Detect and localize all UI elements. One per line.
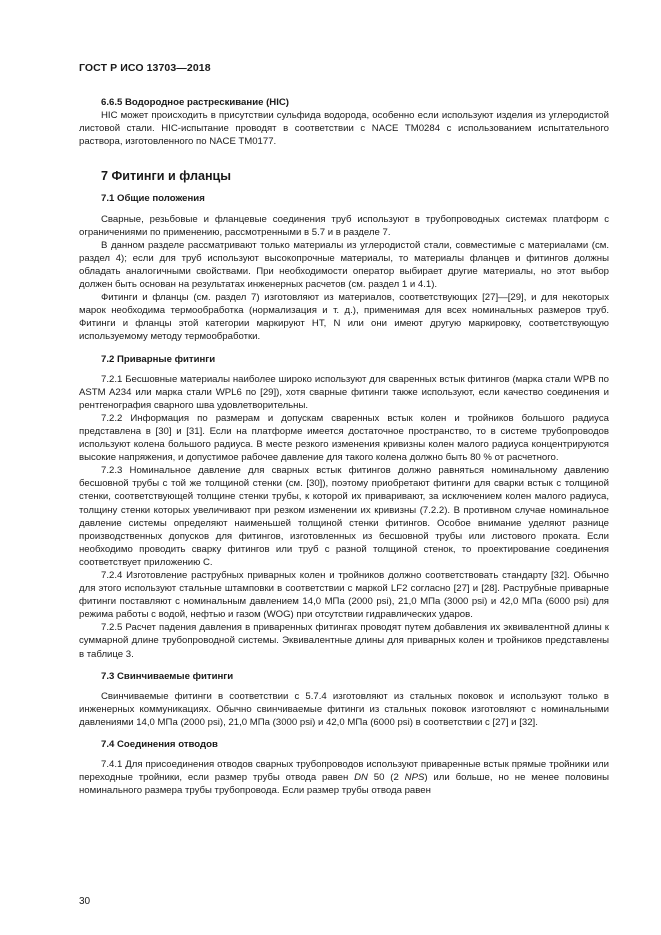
- section-7-2-2: 7.2.2 Информация по размерам и допускам сваренных встык колен и тройников большого радиуса представлена в [30] и [31]. Если на платформе имеется достаточное пространство, то в системе трубопроводов используют колена большого радиуса. В месте резкого изменения кривизны колен малого радиуса концентрируются высокие напряжения, и допустимое рабочее давление для такого колена должно быть 80 % от расчетного.: [79, 412, 609, 464]
- section-7-3-para-1: Свинчиваемые фитинги в соответствии с 5.7.4 изготовляют из стальных поковок и используют только в инженерных коммуникациях. Обычно свинчиваемые фитинги из стальных поковок изготовляют с номинальными давлениями 14,0 МПа (2000 psi), 21,0 МПа (3000 psi) и 42,0 МПа (6000 psi) в соответствии с [27] и [32].: [79, 690, 609, 728]
- section-7-2-title: 7.2 Приварные фитинги: [101, 353, 216, 365]
- section-7-3-title: 7.3 Свинчиваемые фитинги: [101, 670, 234, 682]
- section-7-4-1: [79, 758, 609, 797]
- section-7-1-para-2: В данном разделе рассматривают только материалы из углеродистой стали, совместимые с материалами (см. раздел 4); если для труб используют высокопрочные материалы, то материалы фланцев и фитингов должны обладать аналогичными свойствами. При необходимости оператор выбирает другие материалы, но этот выбор должен быть основан на результатах инженерных расчетов (см. раздел 1 и 4.1).: [79, 239, 609, 291]
- document-header: ГОСТ Р ИСО 13703—2018: [79, 62, 211, 74]
- section-7-4-1-text-c: ) или больше, но не менее половины номинального размера трубы трубопровода. Если размер трубы отвода равен: [79, 772, 609, 797]
- section-7-2-5: 7.2.5 Расчет падения давления в приваренных фитингах проводят путем добавления их эквивалентной длины к суммарной длине трубопроводной системы. Эквивалентные длины для приварных колен и тройников представлены в таблице 3.: [79, 622, 609, 660]
- page-content: [79, 96, 609, 797]
- section-7-1-para-1: Сварные, резьбовые и фланцевые соединения труб используют в трубопроводных системах платформ с ограничениями по применению, рассмотренными в 5.7 и в разделе 7.: [79, 213, 609, 238]
- section-7-2-4: 7.2.4 Изготовление раструбных приварных колен и тройников должно соответствовать стандарту [32]. Обычно для этого используют стальные штамповки в соответствии с маркой LF2 согласно [27] и [28]. Раструбные приварные фитинги поставляют с номинальным давлением 14,0 МПа (2000 psi), 21,0 МПа (3000 psi) и 42,0 МПа (6000 psi) для режима работы с водой, нефтью и газом (WOG) при отсутствии гидравлических ударов.: [79, 570, 609, 621]
- page-number: 30: [79, 896, 91, 907]
- section-7-4-1-text-b: 50 (2: [367, 772, 405, 784]
- section-7-2-1: 7.2.1 Бесшовные материалы наиболее широко используют для сваренных встык фитингов (марка стали WPB по ASTM A234 или марка стали WPL6 по [29]), хотя сварные фитинги также используют, если качество соединения и рентгенография сварного шва удовлетворительны.: [79, 373, 609, 411]
- dn-italic: DN: [354, 772, 368, 784]
- section-7-1-title: 7.1 Общие положения: [101, 193, 205, 205]
- section-7-2-3: 7.2.3 Номинальное давление для сварных встык фитингов должно равняться номинальному давлению бесшовной трубы с той же толщиной стенки (см. [30]), поэтому приобретают фитинги для сварки встык с толщиной стенки, соответствующей толщине стенки трубы, к которой их приваривают, за исключением колен малого радиуса, толщину стенки которых увеличивают при резком изменении их кривизны (7.2.2). В противном случае номинальное давление системы определяют наименьшей толщиной стенки фитингов. Особое внимание уделяют разнице производственных допусков для фитингов, изготовленных из бесшовной трубы или листового проката. Если необходимо проводить сварку фитингов или труб с разной толщиной стенок, то проектирование соединения соответствует приложению С.: [79, 465, 609, 568]
- section-7-4-1-text-a: 7.4.1 Для присоединения отводов сварных трубопроводов используют приваренные встык прямые тройники или переходные тройники, если размер трубы отвода равен: [79, 759, 609, 784]
- section-7-title: 7 Фитинги и фланцы: [101, 169, 232, 184]
- nps-italic: NPS: [404, 772, 425, 784]
- section-6-6-5-text: HIC может происходить в присутствии сульфида водорода, особенно если используют изделия из углеродистой листовой стали. HIC-испытание проводят в соответствии с NACE TM0284 с использованием испытательного раствора, изготовленного по NACE TM0177.: [79, 110, 609, 148]
- section-7-1-para-3: Фитинги и фланцы (см. раздел 7) изготовляют из материалов, соответствующих [27]—[29], и для некоторых марок необходима термообработка (нормализация и т. д.), применимая для всех номинальных размеров труб. Фитинги и фланцы этой категории маркируют HT, N или они имеют другую маркировку, соответствующую используемому методу термообработки.: [79, 292, 609, 343]
- section-7-4-title: 7.4 Соединения отводов: [101, 739, 218, 751]
- section-6-6-5-title: 6.6.5 Водородное растрескивание (HIC): [101, 97, 290, 108]
